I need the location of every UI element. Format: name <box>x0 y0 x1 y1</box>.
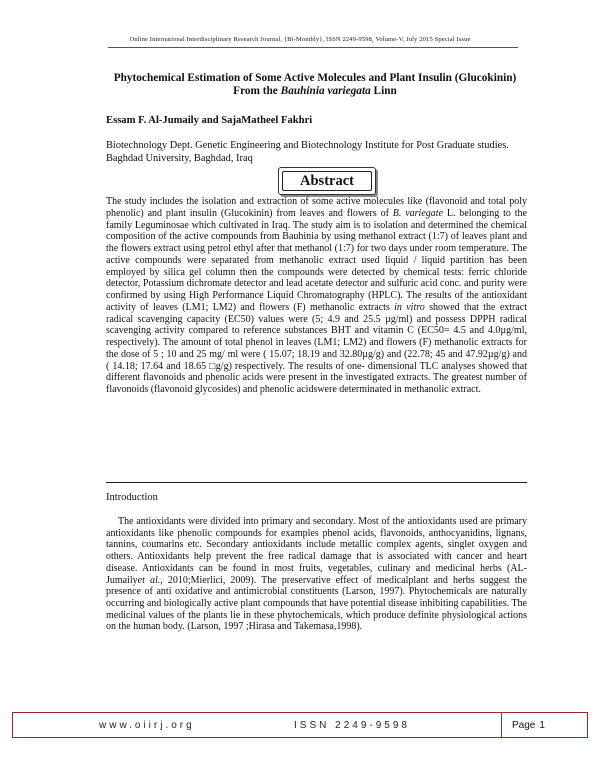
abstract-part-1: The study includes the isolation and extraction of some active molecules like (flavonoid and total poly phenolic) and plant insulin (Glucokinin) from leaves and flowers of <box>106 196 527 219</box>
intro-part-2: , 2010;Mierlici, 2009). The preservative effect of medicalplant and herbs suggest the presence of anti oxidative and antimicrobial constituents (Larson, 1997). Phytochemicals are naturally occurring and biologically active plant compounds that have potential disease inhibiting capabilities. The medicinal values of the plants lie in these phytochemicals, which produce definite physiological actions on the human body. (Larson, 1997 ;Hirasa and Takemasa,1998). <box>106 574 527 633</box>
footer-issn: ISSN 2249-9598 <box>294 719 410 731</box>
abstract-in-vitro: in vitro <box>394 301 425 313</box>
introduction-heading: Introduction <box>106 492 158 503</box>
footer-website[interactable]: www.oiirj.org <box>99 719 195 731</box>
abstract-divider <box>106 482 527 483</box>
footer-page-number <box>501 713 587 737</box>
abstract-heading-box <box>278 167 376 195</box>
authors: Essam F. Al-Jumaily and SajaMatheel Fakhri <box>106 115 313 126</box>
introduction-body <box>106 516 527 633</box>
header-divider <box>108 47 518 48</box>
abstract-heading: Abstract <box>282 171 372 191</box>
title-species: Bauhinia variegata <box>280 85 371 97</box>
paper-title <box>100 72 530 98</box>
page-footer <box>12 712 588 738</box>
title-line-1: Phytochemical Estimation of Some Active Molecules and Plant Insulin (Glucokinin) <box>113 72 517 84</box>
affiliation: Biotechnology Dept. Genetic Engineering and Biotechnology Institute for Post Graduate studies. Baghdad University, Baghdad, Iraq <box>106 140 509 164</box>
intro-et-al: et al. <box>137 574 161 586</box>
page-label: Page <box>512 719 536 731</box>
journal-header: Online International Interdisciplinary Research Journal, {Bi-Monthly}, ISSN 2249-9598, Volume-V, July 2015 Special Issue <box>129 36 471 43</box>
abstract-species: B. variegate <box>392 207 443 219</box>
abstract-part-3: showed that the extract radical scavenging capacity (EC50) values were (5; 4.9 and 25.5 µg/ml) and possess DPPH radical scavenging activity compared to reference substances BHT and vitamin C (EC50= 4.5 and 4.0µg/ml, respectively). The amount of total phenol in leaves (LM1; LM2) and flowers (F) methanolic extracts for the dose of 5 ; 10 and 25 mg/ ml were ( 15.07; 18.19 and 32.80µg/g) and (22.78; 45 and 47.92µg/g) and ( 14.18; 17.64 and 18.65 □g/g) respectively. The results of one- dimensional TLC analyses showed that different flavonoids and phenolic acids were present in the investigated extracts. The greatest number of flavonoids (flavonoid glycosides) and phenolic acidswere determinated in methanolic extract. <box>106 301 528 395</box>
title-suffix: Linn <box>370 85 397 97</box>
intro-part-1: The antioxidants were divided into primary and secondary. Most of the antioxidants used are primary antioxidants like phenolic compounds for examples phenol acids, flavonoids, anthocyanidins, lignans, tannins, coumarins etc. Secondary antioxidants include metallic complex agents, singlet oxygen and others. Antioxidants help prevent the free radical damage that is associated with cancer and heart disease. Antioxidants can be found in most fruits, vegetables, culinary and medicinal herbs (AL-Jumaily <box>106 516 527 586</box>
page-number: 1 <box>539 719 545 731</box>
abstract-body <box>106 196 527 396</box>
title-prefix: From the <box>233 85 281 97</box>
abstract-part-2: L. belonging to the family Leguminosae which cultivated in Iraq. The study aim is to isolation and determined the chemical composition of the active compounds from Bauhinia by using methanol extract (1:7) of leaves plant and the flowers extract using petrol ethyl after that methanol (1:7) for two days under room temperature. The active compounds were separated from methanolic extract used liquid / liquid partition has been employed by silica gel column then the compounds were detected by chemical tests: ferric chloride detector, Potassium dichromate detector and lead acetate detector and sulfuric acid conc. and purity were confirmed by using High Performance Liquid Chromatography (HPLC). The results of the antioxidant activity of leaves (LM1; LM2) and flowers (F) methanolic extracts <box>106 207 527 313</box>
title-line-2 <box>100 85 530 98</box>
